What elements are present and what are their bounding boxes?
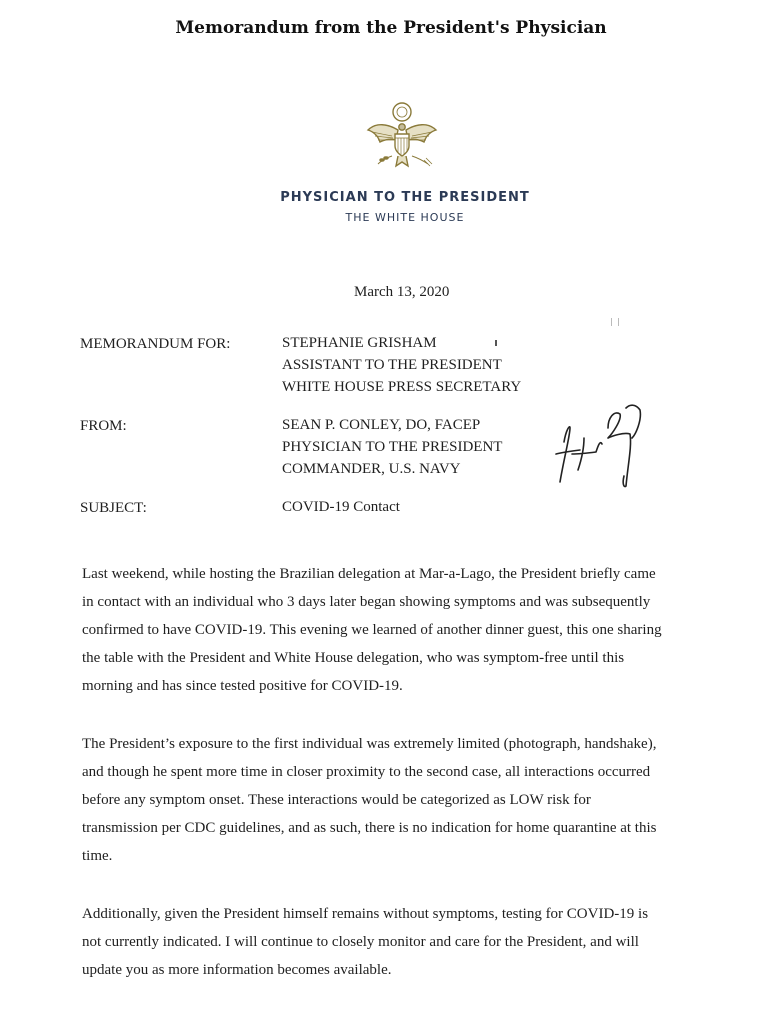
memo-for-line: WHITE HOUSE PRESS SECRETARY (282, 379, 522, 395)
body-line: update you as more information becomes available. (82, 962, 392, 978)
body-paragraph (82, 900, 732, 984)
body-line: time. (82, 848, 113, 864)
body-line: not currently indicated. I will continue to closely monitor and care for the President, and will (82, 934, 639, 950)
handwritten-signature (550, 398, 650, 490)
from-label: FROM: (80, 418, 127, 434)
body-line: before any symptom onset. These interactions would be categorized as LOW risk for (82, 792, 591, 808)
body-line: confirmed to have COVID-19. This evening we learned of another dinner guest, this one sharing (82, 622, 662, 638)
body-line: and though he spent more time in closer proximity to the second case, all interactions occurred (82, 764, 651, 780)
body-line: The President’s exposure to the first individual was extremely limited (photograph, handshake), (82, 736, 657, 752)
from-line: PHYSICIAN TO THE PRESIDENT (282, 439, 503, 455)
body-line: Additionally, given the President himself remains without symptoms, testing for COVID-19 is (82, 906, 649, 922)
from-line: COMMANDER, U.S. NAVY (282, 461, 461, 477)
subject-label: SUBJECT: (80, 500, 147, 516)
body-line: Last weekend, while hosting the Brazilian delegation at Mar-a-Lago, the President briefly came (82, 566, 656, 582)
presidential-seal-icon (362, 100, 442, 178)
letterhead-title: PHYSICIAN TO THE PRESIDENT (280, 190, 530, 205)
memo-date: March 13, 2020 (354, 284, 450, 300)
from-value (282, 414, 502, 480)
memo-for-line: ASSISTANT TO THE PRESIDENT (282, 357, 502, 373)
body-line: morning and has since tested positive for COVID-19. (82, 678, 403, 694)
stray-mark (611, 318, 619, 326)
memo-for-value (282, 332, 521, 398)
letterhead-subtitle: THE WHITE HOUSE (345, 211, 465, 224)
subject-value: COVID-19 Contact (282, 499, 400, 515)
memo-for-label: MEMORANDUM FOR: (80, 336, 231, 352)
body-line: the table with the President and White House delegation, who was symptom-free until this (82, 650, 625, 666)
body-paragraph (82, 730, 732, 870)
from-line: SEAN P. CONLEY, DO, FACEP (282, 417, 481, 433)
stray-mark (495, 340, 497, 346)
body-line: transmission per CDC guidelines, and as such, there is no indication for home quarantine at this (82, 820, 657, 836)
body-paragraph (82, 560, 732, 700)
memo-for-line: STEPHANIE GRISHAM (282, 335, 437, 351)
page-title: Memorandum from the President's Physician (175, 18, 607, 38)
body-line: in contact with an individual who 3 days later began showing symptoms and was subsequently (82, 594, 651, 610)
